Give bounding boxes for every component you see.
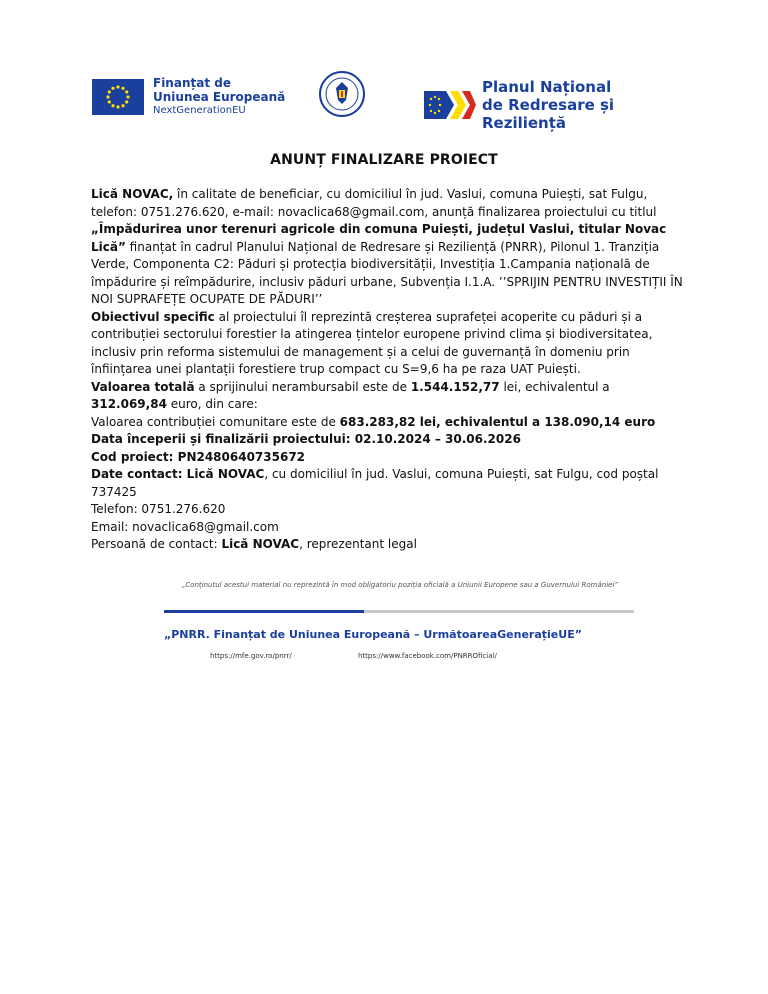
footer-bar-gray [364, 610, 634, 613]
paragraph-email: Email: novaclica68@gmail.com [91, 519, 279, 534]
intro-text: în calitate de beneficiar, cu domiciliul în jud. Vaslui, comuna Puiești, sat Fulgu, telefon: 0751.276.620, e-mail: novaclica68@gmail.com, anunță finalizarea proiectului cu titlul [91, 187, 657, 219]
eu-funding-logo [92, 76, 285, 118]
footer-link-facebook[interactable]: https://www.facebook.com/PNRROficial/ [358, 652, 497, 660]
pnrr-logo-line1: Planul Național [482, 78, 612, 96]
funding-text: finanțat în cadrul Planului Național de Redresare și Reziliență (PNRR), Pilonul 1. Tranziția Verde, Componenta C2: Păduri și protecția biodiversității, Investiția 1.Campania națională de împădurire și reîmpădurire, inclusiv păduri urbane, Subvenția I.1.A. ’’SPRIJIN PENTRU INVESTIȚII ÎN NOI SUPRAFEȚE OCUPATE DE PĂDURI’’ [91, 239, 683, 306]
project-dates: Data începerii și finalizării proiectului: 02.10.2024 – 30.06.2026 [91, 432, 521, 446]
community-contribution-amount: 683.283,82 lei, echivalentul a 138.090,14 euro [339, 414, 656, 429]
romanian-government-seal-icon [318, 70, 366, 118]
eu-flag-icon [92, 79, 144, 115]
announcement-body [91, 186, 687, 554]
paragraph-contact [91, 466, 687, 501]
paragraph-objective [91, 309, 687, 379]
beneficiary-name: Lică NOVAC, [91, 187, 174, 201]
total-value-text-3: euro, din care: [166, 397, 258, 411]
eu-logo-line1: Finanțat de [153, 76, 231, 90]
page-title: ANUNȚ FINALIZARE PROIECT [270, 152, 498, 168]
footer-link-mfe[interactable]: https://mfe.gov.ro/pnrr/ [210, 652, 292, 660]
eu-logo-line3: NextGenerationEU [153, 105, 246, 116]
project-title: „Împădurirea unor terenuri agricole din comuna Puiești, județul Vaslui, titular Novac Lică” [91, 222, 667, 254]
pnrr-footer-banner [150, 576, 650, 666]
disclaimer-text: „Conținutul acestui material nu reprezintă în mod obligatoriu poziția oficială a Uniunii Europene sau a Guvernului României” [181, 581, 619, 589]
contact-address: , cu domiciliul în jud. Vaslui, comuna Puiești, sat Fulgu, cod poștal 737425 [91, 467, 659, 499]
header-logos [92, 70, 672, 132]
contact-person-name: Lică NOVAC [221, 537, 300, 551]
footer-slogan: „PNRR. Finanțat de Uniunea Europeană – UrmătoareaGenerațieUE” [164, 628, 582, 641]
eu-logo-line2: Uniunea Europeană [153, 90, 286, 104]
total-value-text: a sprijinului nerambursabil este de [194, 379, 411, 394]
total-value-lei: 1.544.152,77 [410, 379, 500, 394]
paragraph-dates [91, 431, 687, 449]
paragraph-phone: Telefon: 0751.276.620 [91, 502, 226, 516]
pnrr-logo [424, 78, 672, 132]
contact-person-label: Persoană de contact: [91, 537, 222, 551]
paragraph-community-contribution [91, 414, 687, 432]
total-value-eur: 312.069,84 [91, 397, 167, 411]
paragraph-contact-person [91, 536, 687, 554]
objective-text: al proiectului îl reprezintă creșterea suprafeței acoperite cu păduri și a contribuției sectorului forestier la atingerea țintelor europene privind clima și biodiversitatea, inclusiv prin reforma sistemului de management și a celui de guvernanță în domeniu prin înființarea unei plantații forestiere trup compact cu S=9,6 ha pe raza UAT Puiești. [91, 309, 653, 376]
total-value-label: Valoarea totală [91, 379, 195, 394]
total-value-text-2: lei, echivalentul a [499, 379, 610, 394]
community-contribution-text: Valoarea contribuției comunitare este de [91, 414, 340, 429]
paragraph-project-code [91, 449, 687, 467]
objective-label: Obiectivul specific [91, 309, 215, 324]
paragraph-intro [91, 186, 687, 309]
pnrr-flag-icon [424, 88, 476, 122]
pnrr-logo-line2: de Redresare și Reziliență [482, 96, 615, 132]
paragraph-total-value [91, 379, 687, 414]
contact-person-role: , reprezentant legal [299, 537, 417, 551]
footer-bar-blue [164, 610, 364, 613]
project-code: Cod proiect: PN2480640735672 [91, 449, 306, 464]
contact-label: Date contact: Lică NOVAC [91, 467, 265, 481]
